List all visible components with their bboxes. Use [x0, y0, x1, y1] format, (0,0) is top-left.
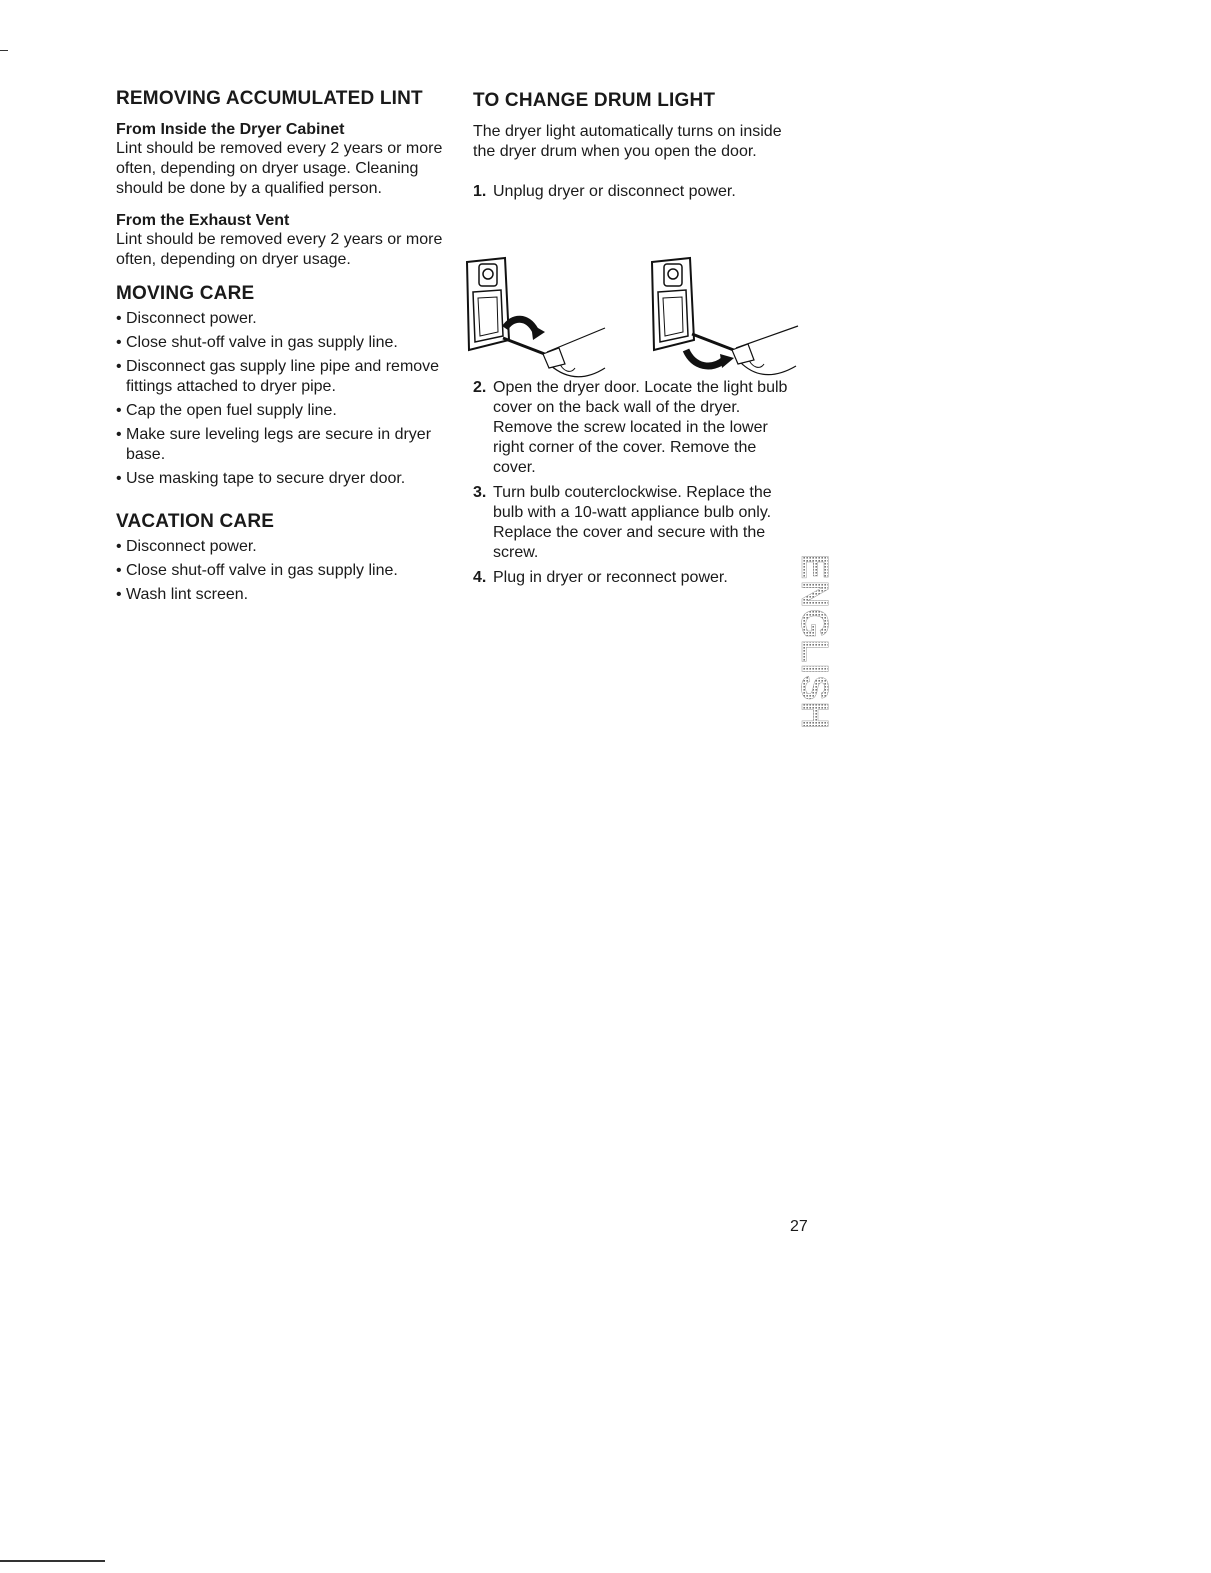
heading-vacation-care: VACATION CARE — [116, 511, 275, 532]
steps-list-a — [473, 182, 793, 202]
list-item: • Disconnect power. — [116, 310, 257, 327]
light-cover-removal-illustration-left — [467, 258, 605, 377]
language-side-tab — [790, 550, 835, 735]
vacation-care-list — [116, 537, 446, 605]
step-item: 4. Plug in dryer or reconnect power. — [473, 569, 728, 586]
side-tab-label: ENGLISH — [793, 554, 835, 730]
drum-light-intro: The dryer light automatically turns on inside the dryer drum when you open the door. — [473, 123, 782, 160]
list-item: • Cap the open fuel supply line. — [116, 402, 337, 419]
moving-care-list — [116, 309, 446, 489]
step-item: 1. Unplug dryer or disconnect power. — [473, 183, 736, 200]
crop-mark-top — [0, 50, 8, 51]
crop-mark-bottom — [0, 1560, 105, 1562]
steps-list-b — [473, 378, 791, 588]
left-column — [116, 88, 446, 609]
heading-change-drum-light: TO CHANGE DRUM LIGHT — [473, 90, 716, 111]
heading-removing-lint: REMOVING ACCUMULATED LINT — [116, 88, 423, 109]
list-item: • Disconnect power. — [116, 538, 257, 555]
list-item: • Wash lint screen. — [116, 586, 249, 603]
list-item: • Use masking tape to secure dryer door. — [116, 470, 406, 487]
light-cover-removal-illustration-right — [652, 258, 798, 375]
step-item: 2. Open the dryer door. Locate the light bulb cover on the back wall of the dryer. Remove the screw located in the lower right corner of the cover. Remove the cover. — [473, 379, 788, 476]
list-item: • Close shut-off valve in gas supply line. — [116, 562, 398, 579]
drum-light-illustration — [455, 250, 805, 395]
subheading-exhaust-vent: From the Exhaust Vent — [116, 212, 290, 229]
list-item: • Disconnect gas supply line pipe and remove fittings attached to dryer pipe. — [116, 358, 440, 395]
cabinet-paragraph: Lint should be removed every 2 years or more often, depending on dryer usage. Cleaning should be done by a qualified person. — [116, 140, 443, 197]
vent-paragraph: Lint should be removed every 2 years or more often, depending on dryer usage. — [116, 231, 443, 268]
heading-moving-care: MOVING CARE — [116, 283, 255, 304]
list-item: • Make sure leveling legs are secure in dryer base. — [116, 426, 432, 463]
list-item: • Close shut-off valve in gas supply line. — [116, 334, 398, 351]
page-number: 27 — [790, 1218, 808, 1235]
subheading-dryer-cabinet: From Inside the Dryer Cabinet — [116, 121, 345, 138]
step-item: 3. Turn bulb couterclockwise. Replace the bulb with a 10-watt appliance bulb only. Replace the cover and secure with the screw. — [473, 484, 772, 561]
